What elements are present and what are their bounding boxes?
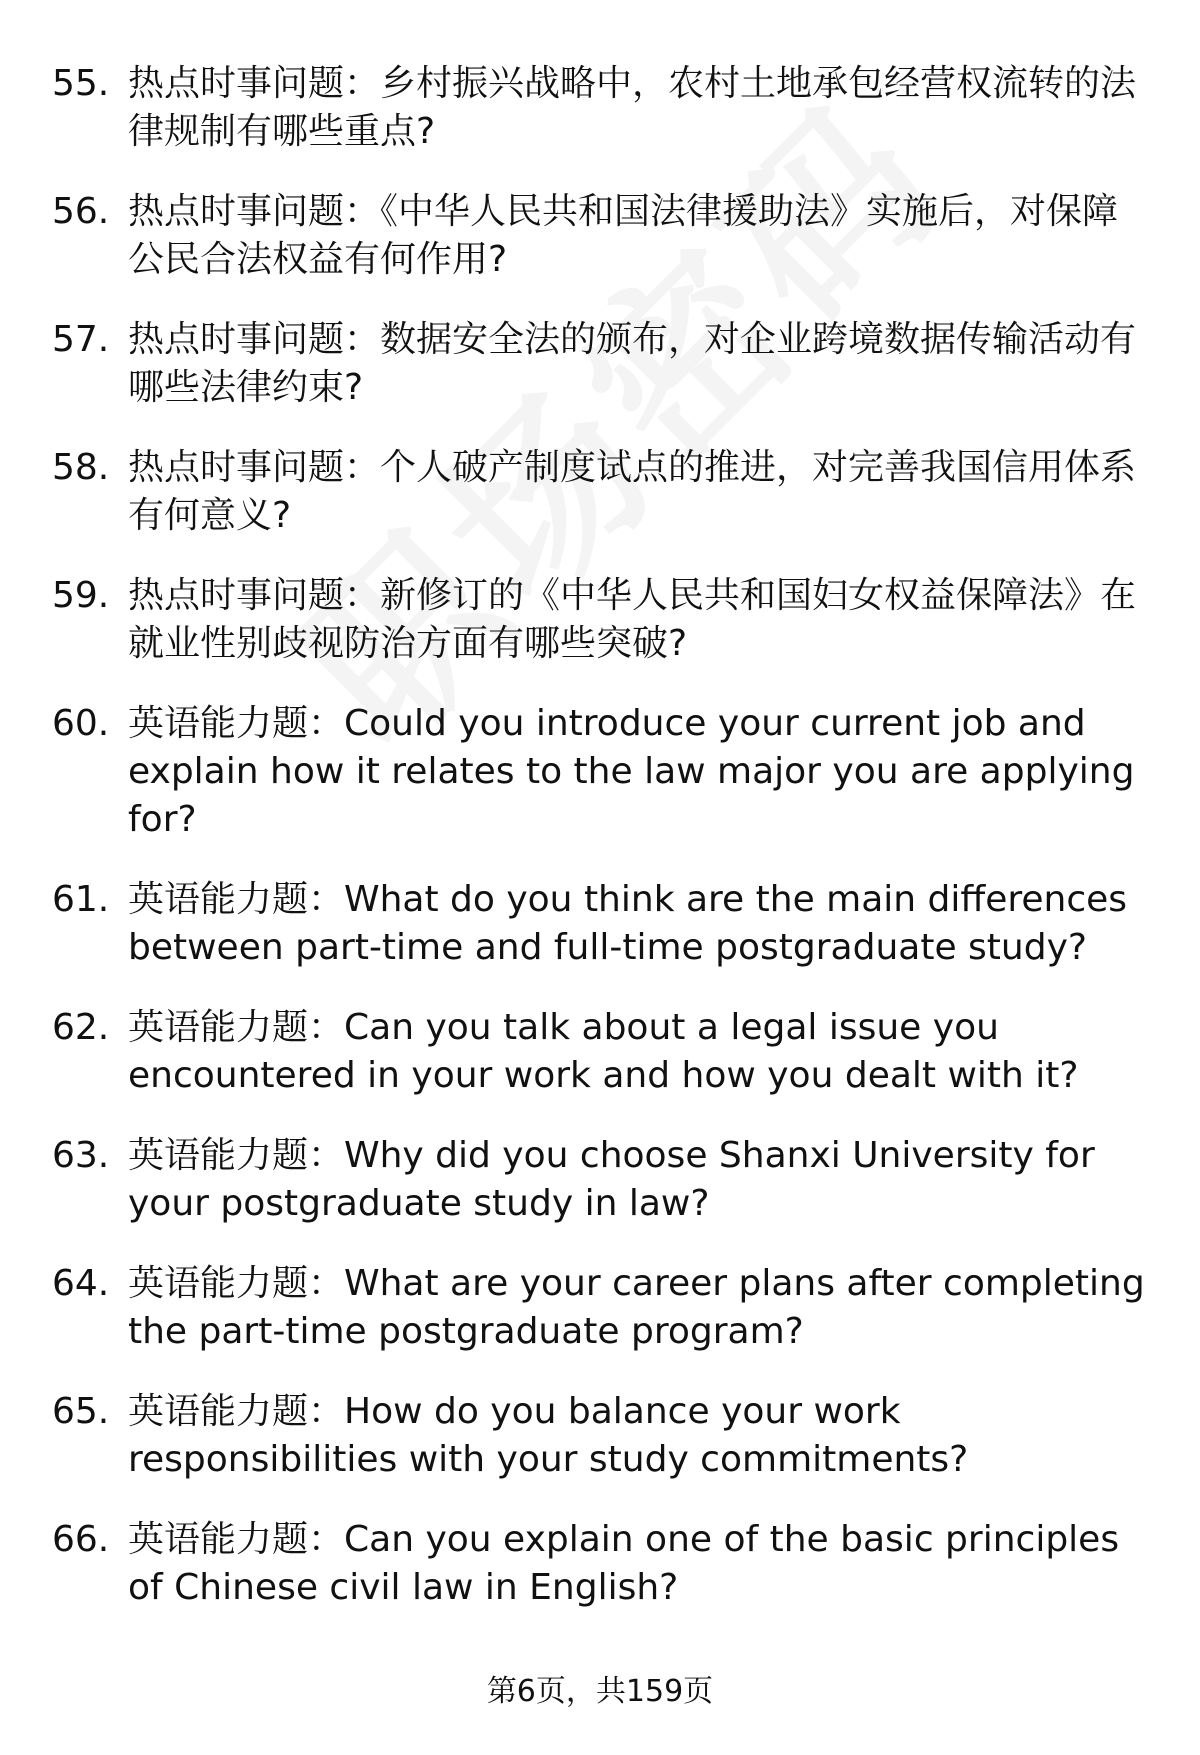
question-number: 61. bbox=[52, 879, 110, 920]
question-number: 63. bbox=[52, 1135, 110, 1176]
question-number: 66. bbox=[52, 1519, 110, 1560]
question-item bbox=[0, 188, 1200, 284]
question-list bbox=[0, 60, 1200, 1644]
question-item bbox=[0, 1388, 1200, 1484]
question-number: 55. bbox=[52, 63, 110, 104]
question-item bbox=[0, 1516, 1200, 1612]
question-text: 热点时事问题：《中华人民共和国法律援助法》实施后，对保障公民合法权益有何作用? bbox=[128, 191, 1119, 280]
question-text: 英语能力题：Can you talk about a legal issue you encountered in your work and how you dealt with it? bbox=[128, 1007, 1079, 1096]
question-text: 英语能力题：How do you balance your work responsibilities with your study commitments? bbox=[128, 1391, 969, 1480]
question-number: 62. bbox=[52, 1007, 110, 1048]
question-number: 65. bbox=[52, 1391, 110, 1432]
question-text: 热点时事问题：新修订的《中华人民共和国妇女权益保障法》在就业性别歧视防治方面有哪些突破? bbox=[128, 575, 1137, 664]
question-item bbox=[0, 700, 1200, 844]
question-item bbox=[0, 572, 1200, 668]
question-item bbox=[0, 60, 1200, 156]
question-item bbox=[0, 1004, 1200, 1100]
question-number: 57. bbox=[52, 319, 110, 360]
question-text: 英语能力题：What are your career plans after completing the part-time postgraduate program? bbox=[128, 1263, 1145, 1352]
question-item bbox=[0, 1132, 1200, 1228]
question-item bbox=[0, 316, 1200, 412]
question-text: 热点时事问题：个人破产制度试点的推进，对完善我国信用体系有何意义? bbox=[128, 447, 1137, 536]
question-text: 英语能力题：What do you think are the main differences between part-time and full-time postgraduate study? bbox=[128, 879, 1128, 968]
page-footer: 第6页，共159页 bbox=[486, 1674, 714, 1709]
question-text: 热点时事问题：乡村振兴战略中，农村土地承包经营权流转的法律规制有哪些重点? bbox=[128, 63, 1137, 152]
question-number: 58. bbox=[52, 447, 110, 488]
question-number: 64. bbox=[52, 1263, 110, 1304]
question-text: 英语能力题：Can you explain one of the basic principles of Chinese civil law in English? bbox=[128, 1519, 1120, 1608]
question-item bbox=[0, 1260, 1200, 1356]
question-number: 56. bbox=[52, 191, 110, 232]
question-number: 60. bbox=[52, 703, 110, 744]
question-item bbox=[0, 444, 1200, 540]
question-number: 59. bbox=[52, 575, 110, 616]
question-text: 英语能力题：Why did you choose Shanxi University for your postgraduate study in law? bbox=[128, 1135, 1095, 1224]
question-item bbox=[0, 876, 1200, 972]
question-text: 热点时事问题：数据安全法的颁布，对企业跨境数据传输活动有哪些法律约束? bbox=[128, 319, 1137, 408]
question-text: 英语能力题：Could you introduce your current job and explain how it relates to the law major you are applying for? bbox=[128, 703, 1135, 840]
